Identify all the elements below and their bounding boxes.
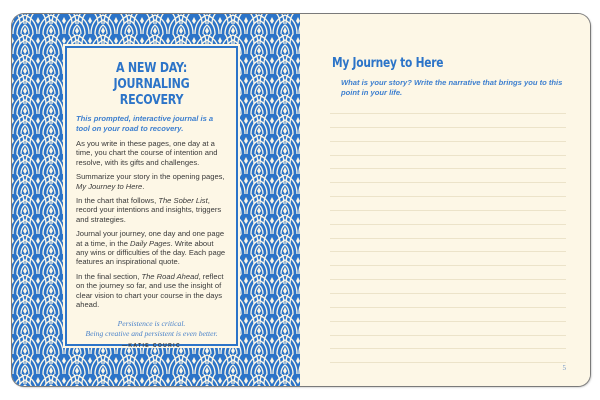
writing-prompt: What is your story? Write the narrative that brings you to this point in your life.	[341, 78, 563, 97]
intro-text-box	[65, 46, 238, 349]
writing-line[interactable]	[330, 348, 566, 349]
intro-text-frame	[63, 44, 240, 348]
section-name: The Road Ahead	[141, 271, 199, 281]
writing-line[interactable]	[330, 238, 566, 239]
writing-line[interactable]	[330, 168, 566, 169]
intro-title-line2: JOURNALING RECOVERY	[113, 76, 190, 108]
writing-lines[interactable]	[330, 113, 566, 376]
page-number: 5	[562, 364, 566, 372]
page-title: My Journey to Here	[332, 56, 444, 71]
intro-paragraph: Journal your journey, one day and one page at a time, in the Daily Pages. Write about any wins or difficulties of the day. Each page features an inspirational quote.	[76, 229, 226, 267]
left-page	[12, 14, 300, 386]
writing-line[interactable]	[330, 210, 566, 211]
journal-spread	[12, 14, 590, 386]
writing-line[interactable]	[330, 224, 566, 225]
writing-line[interactable]	[330, 155, 566, 156]
quote-attribution: —KATIE COURIC	[122, 342, 181, 349]
intro-paragraph: In the chart that follows, The Sober List, record your intentions and insights, triggers and strategies.	[76, 196, 222, 224]
writing-line[interactable]	[330, 251, 566, 252]
writing-line[interactable]	[330, 307, 566, 308]
writing-line[interactable]	[330, 362, 566, 363]
intro-title	[81, 60, 221, 108]
writing-line[interactable]	[330, 182, 566, 183]
section-name: Daily Pages	[130, 238, 171, 248]
intro-paragraph: As you write in these pages, one day at a time, you chart the course of intention and resolve, with its gifts and challenges.	[76, 139, 218, 167]
writing-line[interactable]	[330, 196, 566, 197]
writing-line[interactable]	[330, 321, 566, 322]
intro-title-line1: A NEW DAY:	[115, 60, 188, 76]
writing-line[interactable]	[330, 127, 566, 128]
writing-line[interactable]	[330, 335, 566, 336]
quote-line2: Being creative and persistent is even better.	[85, 328, 218, 338]
right-page	[300, 14, 590, 386]
writing-line[interactable]	[330, 279, 566, 280]
quote-line1: Persistence is critical.	[117, 318, 186, 328]
intro-paragraph: In the final section, The Road Ahead, reflect on the journey so far, and use the insight of clear vision to chart your course in the days ahead.	[76, 271, 224, 310]
writing-line[interactable]	[330, 141, 566, 142]
intro-paragraph: Summarize your story in the opening pages, My Journey to Here.	[76, 172, 225, 191]
intro-lead: This prompted, interactive journal is a tool on your road to recovery.	[76, 114, 214, 133]
writing-line[interactable]	[330, 113, 566, 114]
section-name: My Journey to Here	[76, 181, 143, 191]
section-name: The Sober List	[158, 196, 208, 206]
writing-line[interactable]	[330, 293, 566, 294]
writing-line[interactable]	[330, 265, 566, 266]
inspirational-quote	[76, 319, 227, 339]
